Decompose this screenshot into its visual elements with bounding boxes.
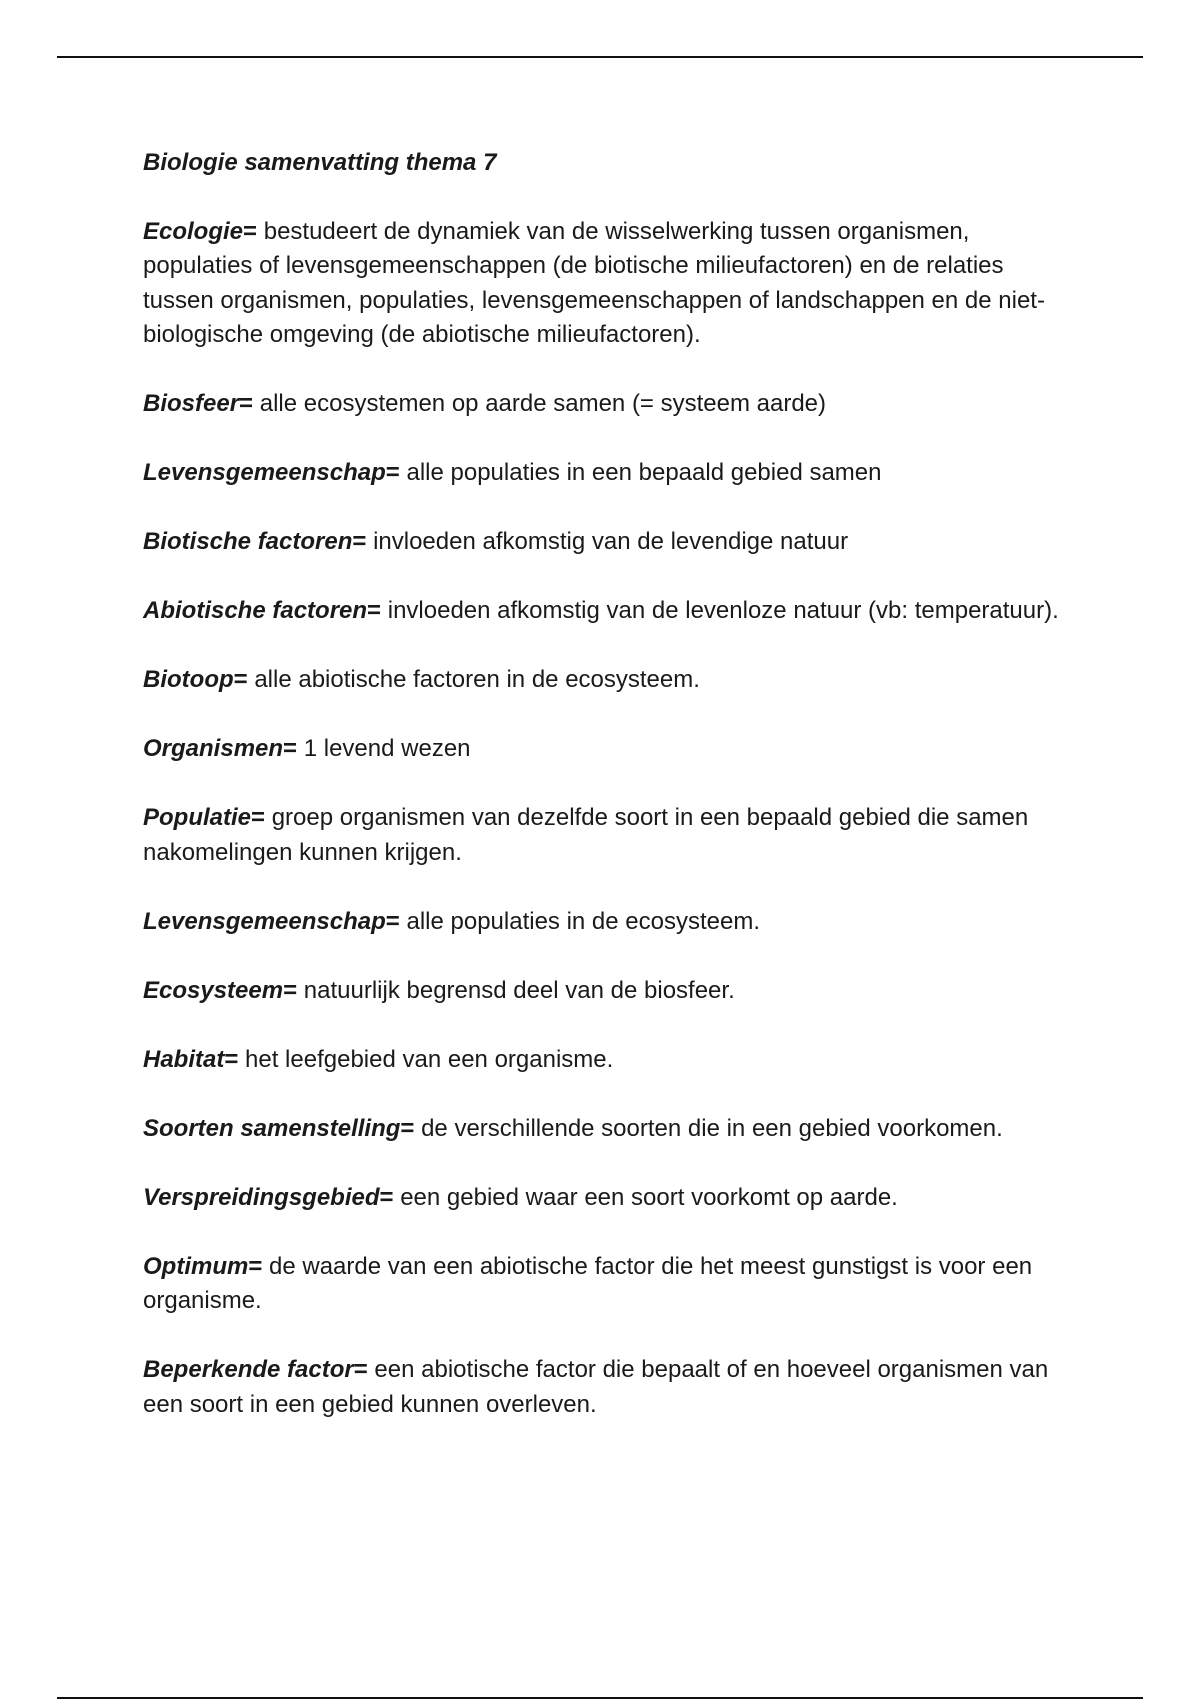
- entry-term: Ecosysteem: [143, 976, 284, 1004]
- document-title: Biologie samenvatting thema 7: [143, 149, 497, 176]
- entry-term: Optimum: [143, 1252, 249, 1280]
- bottom-rule: [57, 1697, 1143, 1699]
- glossary-entry: [143, 663, 1073, 698]
- entry-term: Levensgemeenschap: [143, 907, 386, 935]
- entry-definition: de verschillende soorten die in een gebied voorkomen.: [414, 1114, 1003, 1142]
- glossary-entry: [143, 387, 1073, 422]
- entry-equals: =: [367, 597, 382, 624]
- entry-equals: =: [379, 1183, 394, 1211]
- document-body: [143, 146, 1073, 1457]
- glossary-entry: [143, 974, 1073, 1009]
- entry-definition: alle populaties in een bepaald gebied samen: [399, 459, 882, 486]
- entry-equals: =: [385, 459, 400, 486]
- entry-equals: =: [243, 217, 258, 245]
- entry-definition: het leefgebied van een organisme.: [238, 1045, 614, 1073]
- glossary-entry: [143, 1353, 1073, 1422]
- entry-term: Beperkende factor: [143, 1356, 354, 1383]
- entry-term: Organismen: [143, 735, 284, 762]
- glossary-entry: [143, 1250, 1073, 1319]
- glossary-entry: [143, 1112, 1073, 1147]
- entry-term: Biotoop: [143, 666, 234, 693]
- entry-term: Ecologie: [143, 217, 244, 245]
- glossary-entry: [143, 215, 1073, 353]
- entry-definition: bestudeert de dynamiek van de wisselwerking tussen organismen, populaties of levensgemeenschappen (de biotische milieufactoren) en de relaties tussen organismen, populaties, levensgemeenschappen of landschappen en de niet-biologische omgeving (de abiotische milieufactoren).: [143, 217, 1045, 348]
- entry-term: Biosfeer: [143, 390, 240, 417]
- entry-equals: =: [352, 528, 367, 555]
- glossary-entry: [143, 1043, 1073, 1078]
- glossary-entry: [143, 456, 1073, 491]
- glossary-entry: [143, 801, 1073, 870]
- entry-equals: =: [353, 1356, 368, 1383]
- entry-equals: =: [248, 1252, 263, 1280]
- entry-equals: =: [283, 735, 298, 762]
- entry-equals: =: [283, 976, 298, 1004]
- entry-term: Abiotische factoren: [143, 597, 368, 624]
- entry-term: Levensgemeenschap: [143, 459, 386, 486]
- glossary-entry: [143, 594, 1073, 629]
- entry-term: Populatie: [143, 804, 252, 831]
- entry-equals: =: [385, 907, 400, 935]
- glossary-entry: [143, 525, 1073, 560]
- entry-definition: alle abiotische factoren in de ecosysteem.: [247, 666, 700, 693]
- glossary-entry: [143, 1181, 1073, 1216]
- entry-definition: alle populaties in de ecosysteem.: [399, 907, 761, 935]
- entry-definition: alle ecosystemen op aarde samen (= systeem aarde): [253, 390, 827, 417]
- entry-term: Habitat: [143, 1045, 225, 1073]
- entry-definition: een gebied waar een soort voorkomt op aarde.: [393, 1183, 898, 1211]
- entry-definition: invloeden afkomstig van de levenloze natuur (vb: temperatuur).: [381, 597, 1059, 624]
- entry-term: Verspreidingsgebied: [143, 1183, 380, 1211]
- entry-definition: de waarde van een abiotische factor die het meest gunstigst is voor een organisme.: [143, 1252, 1033, 1314]
- entry-term: Soorten samenstelling: [143, 1114, 401, 1142]
- entry-equals: =: [233, 666, 248, 693]
- entry-equals: =: [251, 804, 266, 831]
- entry-equals: =: [224, 1045, 239, 1073]
- glossary-entry: [143, 905, 1073, 940]
- entry-definition: 1 levend wezen: [297, 735, 471, 762]
- entry-definition: een abiotische factor die bepaalt of en hoeveel organismen van een soort in een gebied kunnen overleven.: [143, 1356, 1049, 1418]
- entry-definition: natuurlijk begrensd deel van de biosfeer.: [297, 976, 735, 1004]
- entry-definition: invloeden afkomstig van de levendige natuur: [366, 528, 849, 555]
- top-rule: [57, 56, 1143, 58]
- entry-definition: groep organismen van dezelfde soort in een bepaald gebied die samen nakomelingen kunnen krijgen.: [143, 804, 1029, 866]
- entry-equals: =: [239, 390, 254, 417]
- entry-term: Biotische factoren: [143, 528, 353, 555]
- glossary-entry: [143, 732, 1073, 767]
- entry-equals: =: [400, 1114, 415, 1142]
